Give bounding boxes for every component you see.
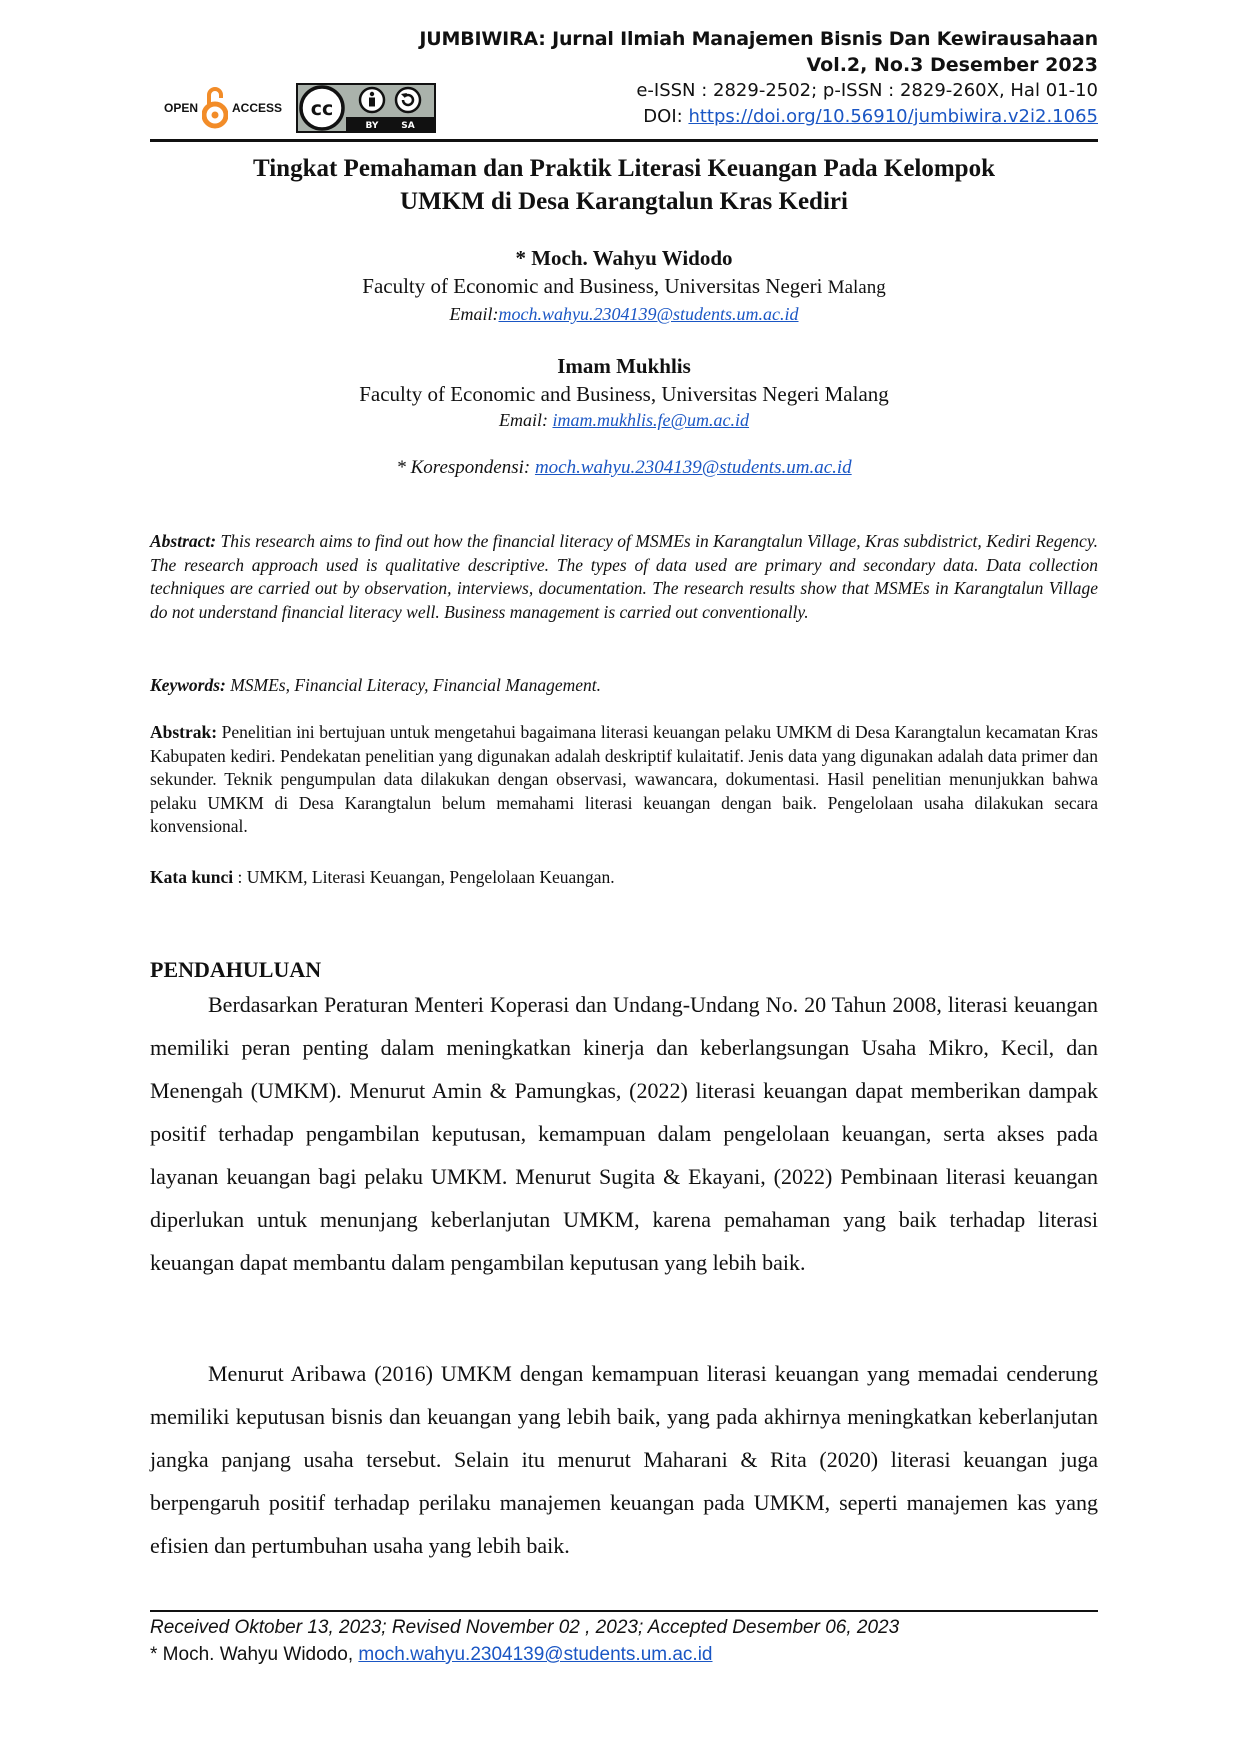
author-block-2 xyxy=(150,352,1098,432)
kata-kunci-label: Kata kunci xyxy=(150,867,234,887)
footer-email-link[interactable]: moch.wahyu.2304139@students.um.ac.id xyxy=(358,1644,713,1665)
author-name: * Moch. Wahyu Widodo xyxy=(515,246,733,270)
doi-link[interactable]: https://doi.org/10.56910/jumbiwira.v2i2.1065 xyxy=(688,106,1098,127)
keywords-english xyxy=(150,674,1098,698)
author-name: Imam Mukhlis xyxy=(557,354,691,378)
keywords-indonesian xyxy=(150,866,1098,890)
author-affiliation: Faculty of Economic and Business, Universitas Negeri Malang xyxy=(359,382,889,406)
journal-issn: e-ISSN : 2829-2502; p-ISSN : 2829-260X, Hal 01-10 xyxy=(636,80,1098,101)
author-email: Email:moch.wahyu.2304139@students.um.ac.id xyxy=(449,304,799,324)
open-access-logo xyxy=(164,85,282,132)
author-block-1 xyxy=(150,244,1098,326)
section-heading: PENDAHULUAN xyxy=(150,957,322,982)
correspondence-email-link[interactable]: moch.wahyu.2304139@students.um.ac.id xyxy=(534,457,852,478)
cc-by-sa-license-icon xyxy=(296,83,436,133)
header-rule xyxy=(150,139,1098,142)
abstract-english xyxy=(150,530,1098,624)
paper-title xyxy=(150,152,1098,218)
license-by-label: BY xyxy=(365,121,379,131)
journal-doi xyxy=(419,104,1098,130)
doi-label: DOI: xyxy=(643,106,683,127)
kata-kunci-text: : UMKM, Literasi Keuangan, Pengelolaan Keuangan. xyxy=(237,867,615,887)
open-access-lock-icon xyxy=(202,85,228,132)
abstract-text: This research aims to find out how the financial literacy of MSMEs in Karangtalun Village, Kras subdistrict, Kediri Regency. The research approach used is qualitative descriptive. The types of data used are primary and secondary data. Data collection techniques are carried out by observation, interviews, documentation. The research results show that MSMEs in Karangtalun Village do not understand financial literacy well. Business management is carried out conventionally. xyxy=(150,531,1098,622)
author-email-link[interactable]: imam.mukhlis.fe@um.ac.id xyxy=(552,410,750,430)
keywords-text: MSMEs, Financial Literacy, Financial Management. xyxy=(230,675,602,695)
title-line-1: Tingkat Pemahaman dan Praktik Literasi Keuangan Pada Kelompok xyxy=(253,155,995,182)
journal-info xyxy=(419,26,1098,130)
author-email: Email: imam.mukhlis.fe@um.ac.id xyxy=(498,410,750,430)
title-line-2: UMKM di Desa Karangtalun Kras Kediri xyxy=(400,188,848,215)
abstract-indonesian xyxy=(150,721,1098,839)
body-paragraph: Berdasarkan Peraturan Menteri Koperasi dan Undang-Undang No. 20 Tahun 2008, literasi keuangan memiliki peran penting dalam meningkatkan kinerja dan keberlangsungan Usaha Mikro, Kecil, dan Menengah (UMKM). Menurut Amin & Pamungkas, (2022) literasi keuangan dapat memberikan dampak positif terhadap pengambilan keputusan, kemampuan dalam pengelolaan keuangan, serta akses pada layanan keuangan bagi pelaku UMKM. Menurut Sugita & Ekayani, (2022) Pembinaan literasi keuangan diperlukan untuk menunjang keberlanjutan UMKM, karena pemahaman yang baik terhadap literasi keuangan dapat membantu dalam pengambilan keputusan yang lebih baik. xyxy=(150,992,1098,1275)
keywords-label: Keywords: xyxy=(150,675,226,695)
footer-rule xyxy=(150,1610,1098,1612)
journal-name: JUMBIWIRA: Jurnal Ilmiah Manajemen Bisnis Dan Kewirausahaan xyxy=(419,28,1098,50)
abstrak-label: Abstrak: xyxy=(150,722,218,742)
correspondence: * Korespondensi: moch.wahyu.2304139@students.um.ac.id xyxy=(396,457,852,478)
license-logos xyxy=(164,78,436,138)
journal-volume: Vol.2, No.3 Desember 2023 xyxy=(806,54,1098,76)
footer-dates: Received Oktober 13, 2023; Revised November 02 , 2023; Accepted Desember 06, 2023 xyxy=(150,1617,900,1638)
abstract-label: Abstract: xyxy=(150,531,217,551)
author-email-link[interactable]: moch.wahyu.2304139@students.um.ac.id xyxy=(498,304,799,324)
author-affiliation: Faculty of Economic and Business, Universitas Negeri Malang xyxy=(362,274,886,298)
body-paragraph: Menurut Aribawa (2016) UMKM dengan kemampuan literasi keuangan yang memadai cenderung memiliki keputusan bisnis dan keuangan yang lebih baik, yang pada akhirnya meningkatkan keberlanjutan jangka panjang usaha tersebut. Selain itu menurut Maharani & Rita (2020) literasi keuangan juga berpengaruh positif terhadap perilaku manajemen keuangan pada UMKM, seperti manajemen kas yang efisien dan pertumbuhan usaha yang lebih baik. xyxy=(150,1361,1098,1558)
open-access-right-text: ACCESS xyxy=(232,101,283,115)
journal-header xyxy=(150,26,1098,142)
svg-text:cc: cc xyxy=(310,98,334,120)
license-sa-label: SA xyxy=(401,121,415,131)
abstrak-text: Penelitian ini bertujuan untuk mengetahui bagaimana literasi keuangan pelaku UMKM di Desa Karangtalun kecamatan Kras Kabupaten kediri. Pendekatan penelitian yang digunakan adalah deskriptif kulaitatif. Jenis data yang digunakan adalah data primer dan sekunder. Teknik pengumpulan data dilakukan dengan observasi, wawancara, dokumentasi. Hasil penelitian menunjukkan bahwa pelaku UMKM di Desa Karangtalun belum memahami literasi keuangan dengan baik. Pengelolaan usaha dilakukan secara konvensional. xyxy=(150,722,1098,836)
page-footer xyxy=(150,1614,1098,1668)
open-access-left-text: OPEN xyxy=(164,101,199,115)
footer-author: * Moch. Wahyu Widodo, moch.wahyu.2304139@students.um.ac.id xyxy=(150,1644,713,1665)
